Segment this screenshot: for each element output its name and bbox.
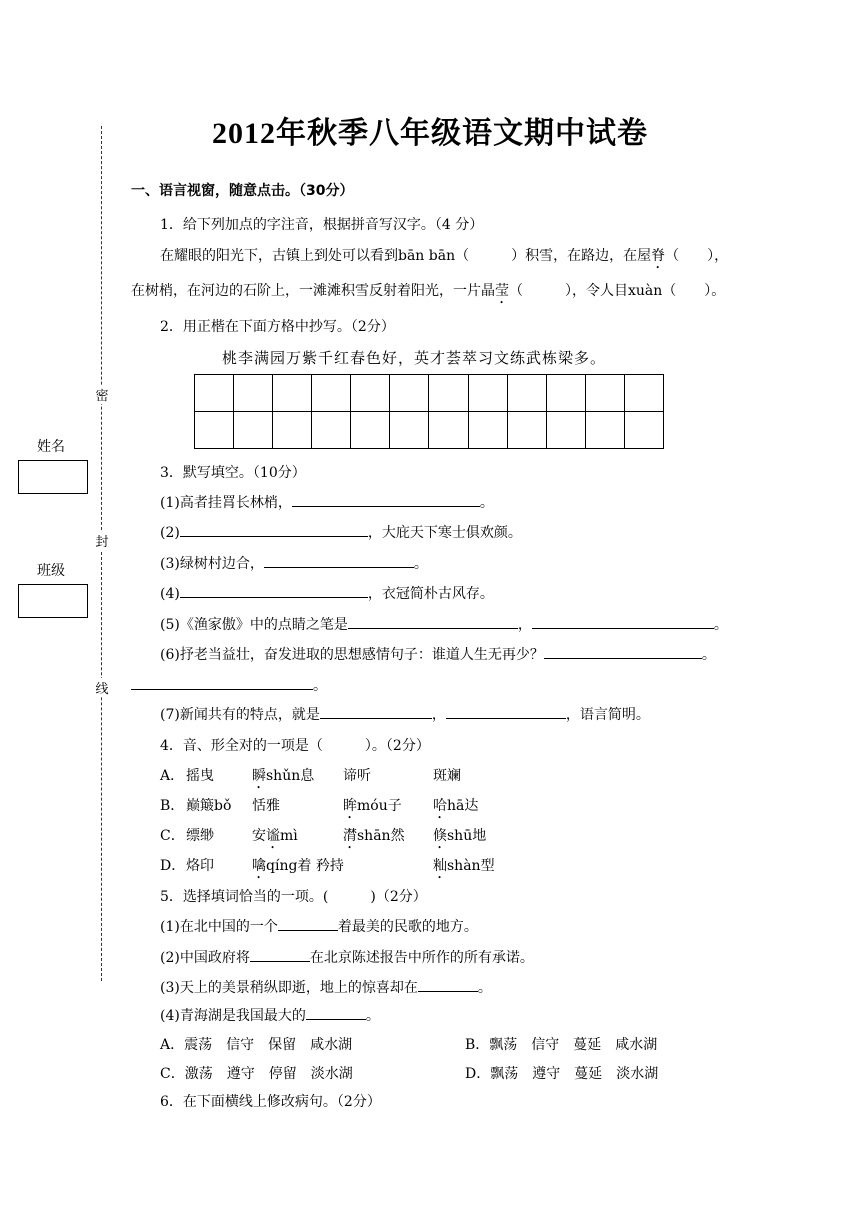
q3-l5-text: (5)《渔家傲》中的点睛之笔是: [160, 617, 348, 633]
q2-copy-text: 桃李满园万紫千红春色好，英才荟萃习文练武栋梁多。: [222, 349, 607, 367]
q3-blank-7a[interactable]: [320, 704, 432, 719]
q4-b-c3: 眸móu子: [343, 798, 402, 814]
q4-a-c1: 摇曳: [186, 768, 214, 784]
q5-s1: (1)在北中国的一个 着最美的民歌的地方。: [160, 916, 478, 936]
q4-d-c3: 籼shàn型: [433, 858, 495, 874]
q3-l1-text: (1)高者挂罥长林梢，: [160, 495, 292, 511]
q4-b-c2: 恬雅: [252, 798, 280, 814]
q3-blank-5b[interactable]: [532, 614, 714, 629]
q4-c-c3: 潸shān然: [343, 828, 405, 844]
q4-d-c2: 噙qíng着 矜持: [252, 858, 344, 874]
q3-l7-end: ，语言简明。: [565, 707, 650, 723]
q3-l1-end: 。: [479, 495, 494, 511]
q4-a-c2: 瞬shǔn息: [252, 768, 315, 784]
q4-a-c4: 斑斓: [433, 768, 461, 784]
q1-line1-b: ）积雪，在路边，在屋: [511, 248, 652, 264]
q3-l7-text: (7)新闻共有的特点，就是: [160, 707, 320, 723]
q3-l3-text: (3)绿树村边合，: [160, 556, 264, 572]
q1-line1-c: （ ），: [665, 248, 729, 264]
q3-blank-2[interactable]: [180, 522, 368, 537]
q5-s4: (4)青海湖是我国最大的 。: [160, 1005, 380, 1025]
q4-d-letter: D．: [160, 858, 186, 874]
q4-c-c4: 倏shū地: [433, 828, 487, 844]
section-heading: 一、语言视窗，随意点击。（30分）: [131, 183, 354, 199]
q1-dotted-char-2: 莹: [495, 283, 509, 299]
q3-l5-comma: ，: [517, 617, 532, 633]
q1-line1: [160, 245, 728, 272]
q3-blank-4[interactable]: [180, 583, 368, 598]
q3-line4: [160, 583, 494, 603]
q5-s2: (2)中国政府将 在北京陈述报告中所作的所有承诺。: [160, 947, 534, 967]
q3-blank-5a[interactable]: [348, 614, 518, 629]
q3-blank-1[interactable]: [292, 492, 480, 507]
q1-line2-b: （ ），令人目xuàn（ ）。: [509, 283, 726, 299]
binding-dashed-line: [101, 126, 102, 981]
q4-a-c3: 谛听: [343, 768, 371, 784]
q3-l6-text: (6)抒老当益壮，奋发进取的思想感情句子：谁道人生无再少？: [160, 647, 544, 663]
q4-a-letter: A．: [160, 768, 185, 784]
q3-l5-end: 。: [713, 617, 728, 633]
q3-line2: [160, 522, 522, 542]
q5-prompt: 5．选择填词恰当的一项。( )（2分）: [160, 889, 427, 905]
q3-l3-end: 。: [413, 556, 428, 572]
q4-c-c1: 缥缈: [186, 828, 214, 844]
copy-grid-row-1[interactable]: [194, 374, 664, 412]
q4-b-c4: 哈hā达: [433, 798, 479, 814]
q1-prompt: 1．给下列加点的字注音，根据拼音写汉字。（4 分）: [160, 217, 484, 233]
q3-blank-6a[interactable]: [544, 644, 702, 659]
q3-line3: [160, 553, 428, 573]
q3-line6: [160, 644, 716, 664]
q1-line1-a: 在耀眼的阳光下，古镇上到处可以看到bān bān（: [160, 248, 470, 264]
q4-b-letter: B．: [160, 798, 185, 814]
q5-s3: (3)天上的美景稍纵即逝，地上的惊喜却在 。: [160, 977, 492, 997]
q5-option-a[interactable]: A．震荡 信守 保留 咸水湖: [160, 1037, 353, 1053]
q3-l7-comma: ，: [431, 707, 446, 723]
q4-d-c1: 烙印: [186, 858, 214, 874]
q4-c-letter: C．: [160, 828, 185, 844]
q1-line2: [131, 280, 725, 307]
q5-blank-1[interactable]: [278, 916, 338, 931]
page-title: 2012年秋季八年级语文期中试卷: [212, 117, 648, 150]
q3-blank-7b[interactable]: [446, 704, 566, 719]
q2-prompt: 2．用正楷在下面方格中抄写。（2分）: [160, 319, 395, 335]
q3-prompt: 3．默写填空。（10分）: [160, 465, 306, 481]
seal-char-feng: 封: [95, 531, 109, 550]
q5-blank-2[interactable]: [250, 947, 310, 962]
q5-blank-3[interactable]: [418, 977, 478, 992]
seal-char-mi: 密: [95, 385, 109, 404]
q3-l4-num: (4): [160, 586, 180, 602]
q4-b-c1: 巅簸bǒ: [186, 798, 232, 814]
q3-line7: [160, 704, 650, 724]
q1-line2-a: 在树梢，在河边的石阶上，一滩滩积雪反射着阳光，一片晶: [131, 283, 495, 299]
q3-l2-text: ，大庇天下寒士俱欢颜。: [367, 525, 522, 541]
q5-blank-4[interactable]: [306, 1005, 366, 1020]
copy-grid-row-2[interactable]: [194, 411, 664, 449]
q3-l6-end: 。: [701, 647, 716, 663]
q3-l4-text: ，衣冠简朴古风存。: [367, 586, 494, 602]
seal-char-xian: 线: [95, 678, 109, 697]
class-box[interactable]: [18, 584, 88, 618]
q3-blank-6b[interactable]: [131, 675, 313, 690]
q3-blank-3[interactable]: [264, 553, 414, 568]
q3-l6b-end: 。: [313, 678, 327, 694]
q4-prompt: 4．音、形全对的一项是（ ）。（2分）: [160, 738, 430, 754]
q5-option-c[interactable]: C．激荡 遵守 停留 淡水湖: [160, 1066, 353, 1082]
q4-c-c2: 安谧mì: [252, 828, 298, 844]
q3-line6-cont: [131, 675, 327, 695]
q3-l2-num: (2): [160, 525, 180, 541]
q1-dotted-char: 脊: [651, 248, 666, 264]
name-label: 姓名: [37, 439, 65, 455]
q5-option-b[interactable]: B．飘荡 信守 蔓延 咸水湖: [465, 1037, 658, 1053]
q3-line5: [160, 614, 728, 634]
class-label: 班级: [37, 563, 65, 579]
q5-option-d[interactable]: D．飘荡 遵守 蔓延 淡水湖: [465, 1066, 659, 1082]
name-box[interactable]: [18, 460, 88, 494]
q3-line1: [160, 492, 494, 512]
q6-prompt: 6．在下面横线上修改病句。（2分）: [160, 1094, 381, 1110]
